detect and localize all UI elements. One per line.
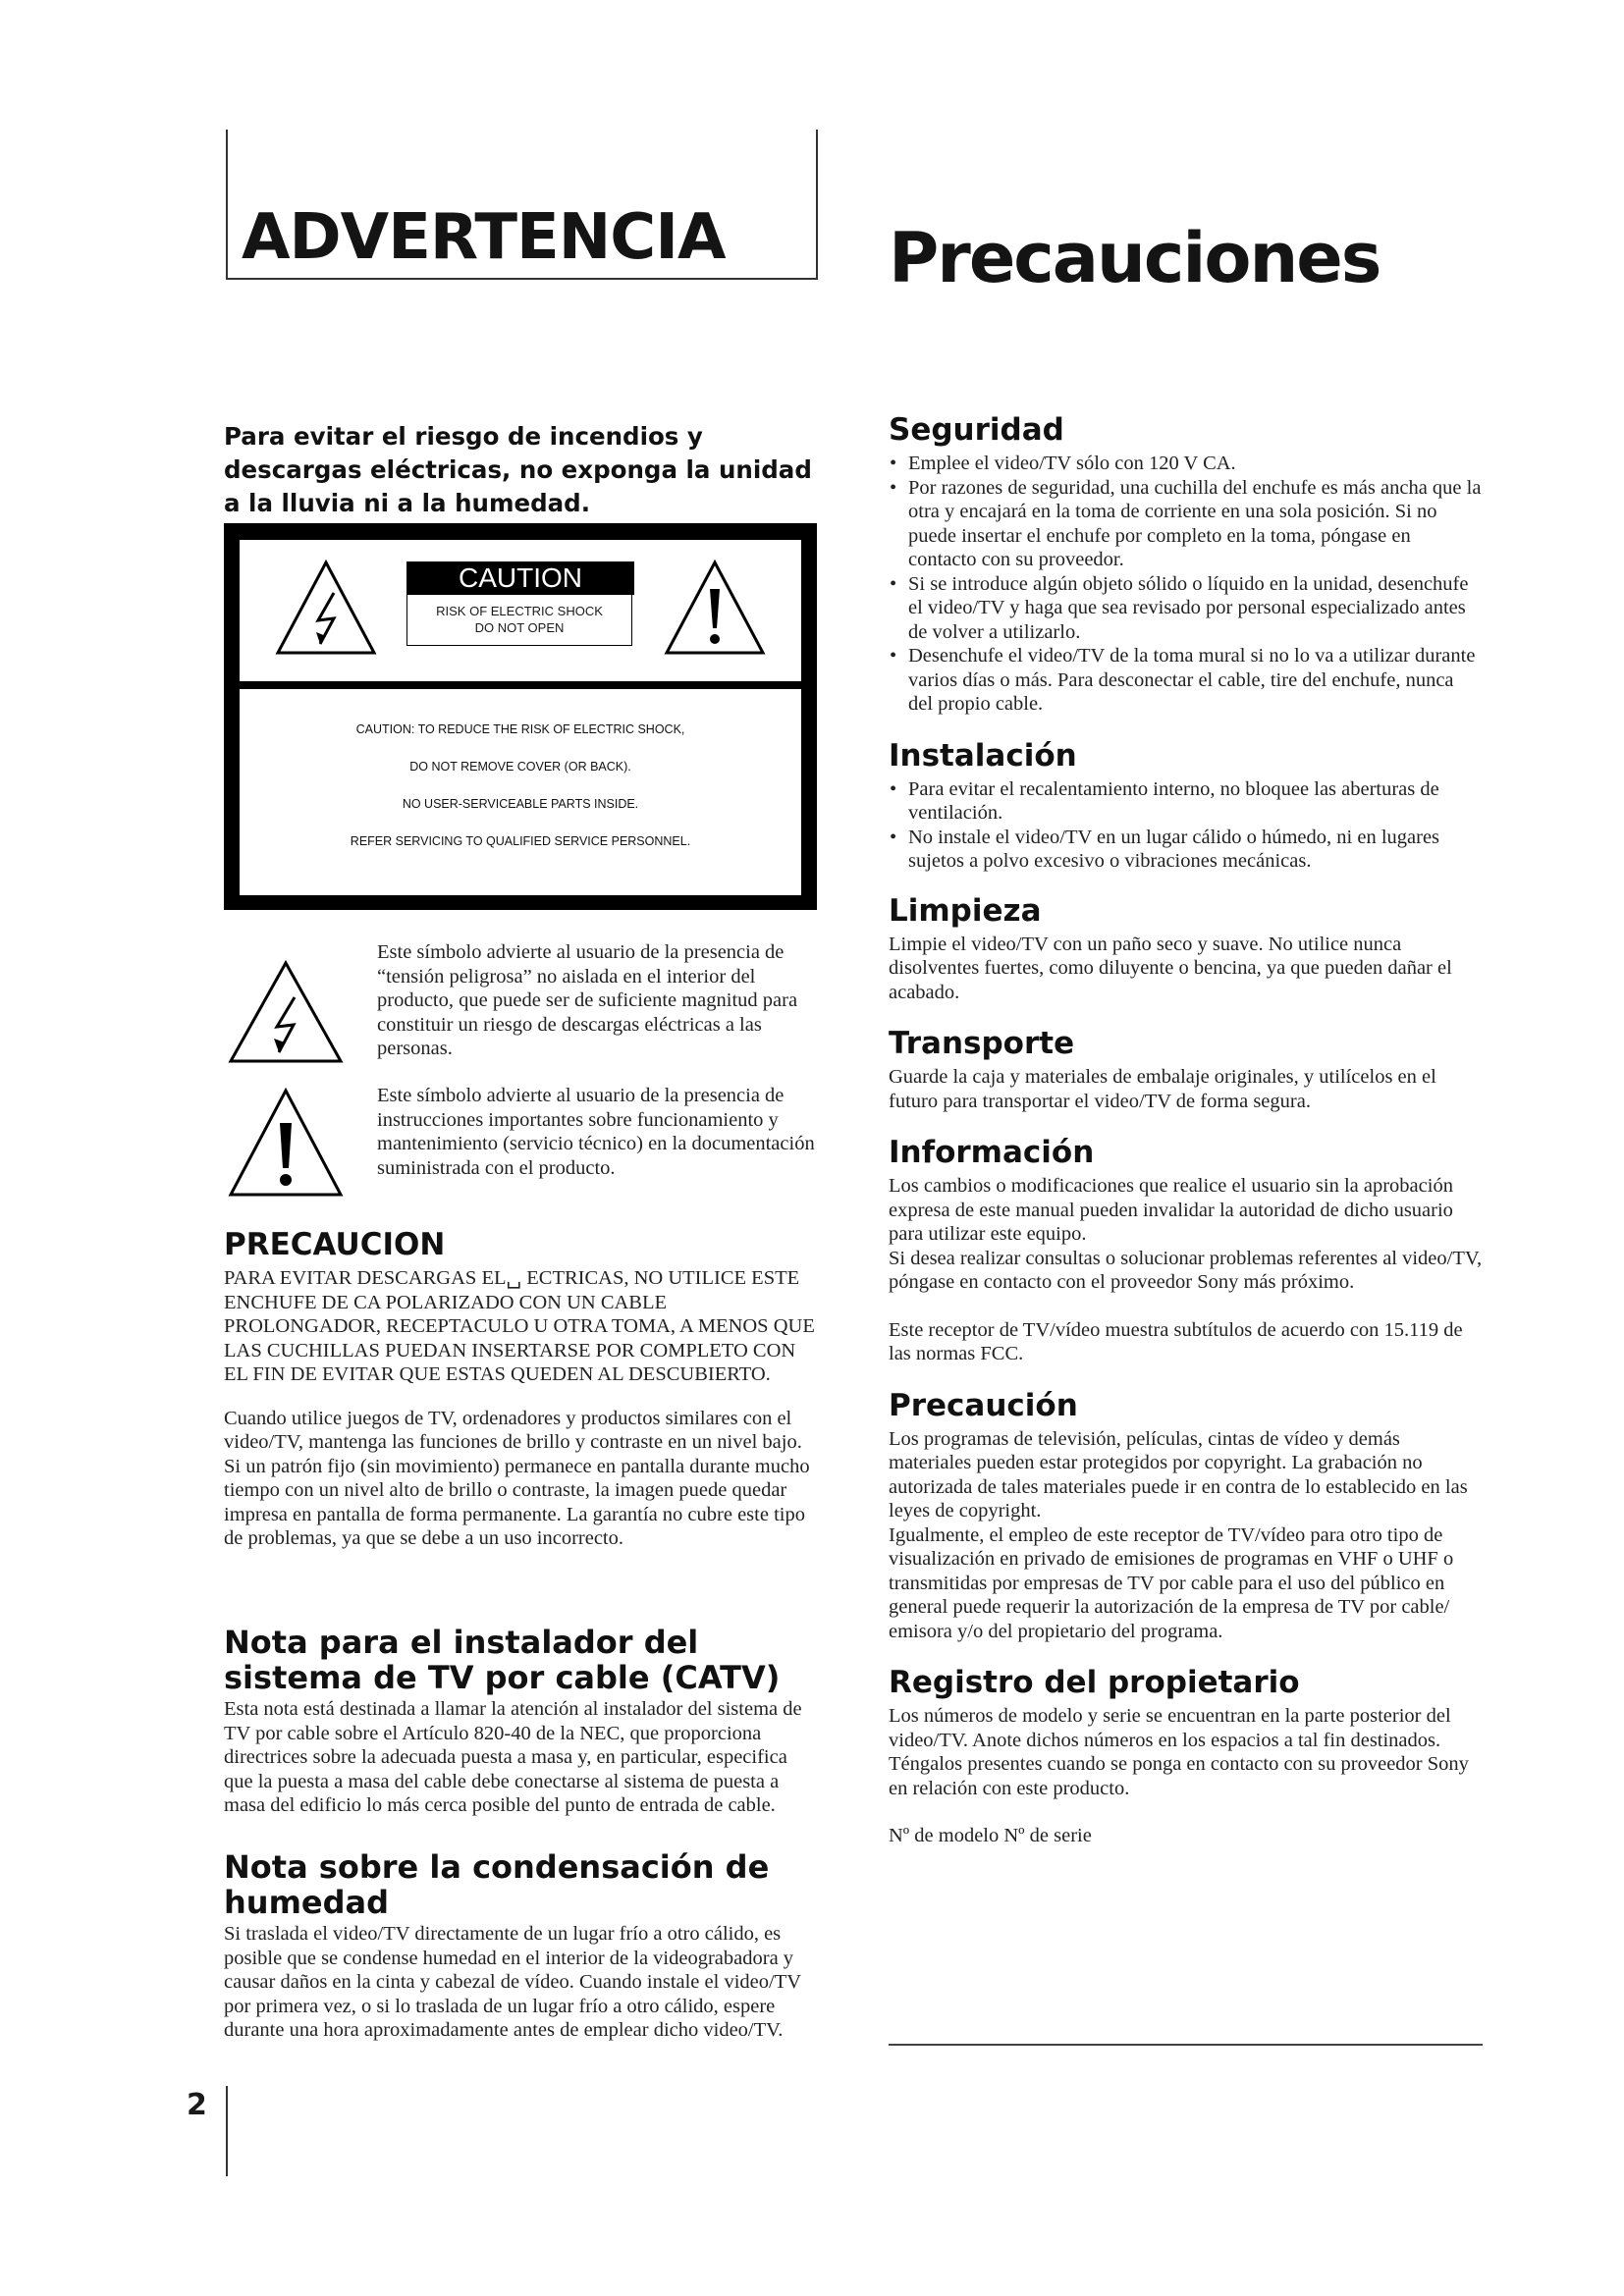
caution-line-2: DO NOT REMOVE COVER (OR BACK). (409, 760, 631, 774)
informacion-section (889, 1135, 1483, 1366)
list-item: • Desenchufe el video/TV de la toma mural si no lo va a utilizar durante varios días o más. Para desconectar el cable, tire del enchufe, nunca del propio cable. (889, 644, 1483, 717)
symbol-voltage-text: Este símbolo advierte al usuario de la presencia de “tensión peligrosa” no aislada en el interior del producto, que puede ser de suficiente magnitud para constituir un riesgo de descargas eléctricas a las personas. (377, 941, 798, 1059)
condensation-body: Si traslada el video/TV directamente de un lugar frío a otro cálido, es posible que se condense humedad en el interior de la videograbadora y causar daños en la cinta y cabezal de vídeo. Cuando instale el video/TV por primera vez, o si lo traslada de un lugar frío a otro cálido, espere durante una hora aproximadamente antes de emplear dicho video/TV. (224, 1923, 801, 2041)
symbol-voltage-row (224, 940, 817, 1068)
seguridad-heading: Seguridad (889, 412, 1064, 448)
header-divider-rule (816, 130, 818, 279)
precaucion-heading: PRECAUCION (224, 1227, 446, 1262)
title-advertencia: ADVERTENCIA (242, 201, 726, 274)
instalacion-heading: Instalación (889, 737, 1077, 774)
transporte-heading: Transporte (889, 1026, 1075, 1061)
catv-body: Esta nota está destinada a llamar la atención al instalador del sistema de TV por cable sobre el Artículo 820-40 de la NEC, que proporciona directrices sobre la adecuada puesta a masa y, en particular, especifica que la puesta a masa del cable debe conectarse al sistema de puesta a masa del edificio lo más cerca posible del punto de entrada de cable. (224, 1698, 802, 1816)
precaucion-body: Cuando utilice juegos de TV, ordenadores y productos similares con el video/TV, mantenga las funciones de brillo y contraste en un nivel bajo. Si un patrón fijo (sin movimiento) permanece en pantalla durante mucho tiempo con un nivel alto de brillo o contraste, la imagen puede quedar impresa en pantalla de forma permanente. La garantía no cubre este tipo de problemas, ya que se debe a un uso incorrecto. (224, 1407, 810, 1549)
caution-sub-line1: RISK OF ELECTRIC SHOCK (436, 604, 603, 618)
list-item: • Si se introduce algún objeto sólido o líquido en la unidad, desenchufe el video/TV y haga que sea revisado por personal especializado antes de volver a utilizarlo. (889, 572, 1483, 645)
list-item: • No instale el video/TV en un lugar cálido o húmedo, ni en lugares sujetos a polvo excesivo o vibraciones mecánicas. (889, 826, 1483, 874)
caution-line-3: NO USER-SERVICEABLE PARTS INSIDE. (402, 797, 639, 811)
caution-line-4: REFER SERVICING TO QUALIFIED SERVICE PERSONNEL. (350, 834, 691, 848)
caution-divider (240, 681, 801, 689)
right-column (889, 412, 1483, 1848)
exclamation-warning-icon (664, 560, 766, 656)
symbol-exclaim-row (224, 1084, 817, 1211)
owner-record-rule (889, 2044, 1483, 2046)
transporte-section (889, 1026, 1483, 1113)
catv-section (224, 1625, 817, 1818)
page-number-rule (226, 2086, 228, 2176)
informacion-body-2: Si desea realizar consultas o solucionar problemas referentes al video/TV, póngase en contacto con el proveedor Sony más próximo. (889, 1247, 1483, 1293)
caution-subtitle (406, 595, 632, 646)
precaucion-right-section (889, 1388, 1483, 1644)
instalacion-list (889, 777, 1483, 874)
catv-heading: Nota para el instalador del sistema de TV por cable (CATV) (224, 1624, 781, 1696)
header-bottom-rule (226, 278, 818, 280)
list-item: • Para evitar el recalentamiento interno, no bloquee las aberturas de ventilación. (889, 777, 1483, 826)
caution-label-inner (240, 540, 801, 895)
informacion-body-3: Este receptor de TV/vídeo muestra subtítulos de acuerdo con 15.119 de las normas FCC. (889, 1318, 1463, 1364)
lightning-warning-icon (275, 560, 377, 656)
page-number: 2 (187, 2088, 207, 2122)
limpieza-section (889, 893, 1483, 1005)
list-item: • Emplee el video/TV sólo con 120 V CA. (889, 452, 1483, 476)
registro-heading: Registro del propietario (889, 1665, 1300, 1700)
registro-body: Los números de modelo y serie se encuentran en la parte posterior del video/TV. Anote dichos números en los espacios a tal fin destinados. Téngalos presentes cuando se ponga en contacto con su proveedor Sony en relación con este producto. (889, 1705, 1469, 1799)
symbol-exclaim-text: Este símbolo advierte al usuario de la presencia de instrucciones importantes sobre funcionamiento y mantenimiento (servicio técnico) en la documentación suministrada con el producto. (377, 1085, 815, 1179)
seguridad-section (889, 412, 1483, 717)
precaucion-caps: PARA EVITAR DESCARGAS EL␣ ECTRICAS, NO UTILICE ESTE ENCHUFE DE CA POLARIZADO CON UN CABLE PROLONGADOR, RECEPTACULO U OTRA TOMA, A MENOS QUE LAS CUCHILLAS PUEDAN INSERTARSE POR COMPLETO CON EL FIN DE EVITAR QUE ESTAS QUEDEN AL DESCUBIERTO. (224, 1267, 815, 1385)
lightning-warning-icon (228, 960, 344, 1064)
registro-fields: Nº de modelo Nº de serie (889, 1825, 1092, 1846)
precaucion-right-body-1: Los programas de televisión, películas, cintas de vídeo y demás materiales pueden estar protegidos por copyright. La grabación no autorizada de tales materiales puede ir en contra de lo establecido en las leyes de copyright. (889, 1427, 1468, 1522)
limpieza-heading: Limpieza (889, 892, 1042, 929)
list-item: • Por razones de seguridad, una cuchilla del enchufe es más ancha que la otra y encajará en la toma de corriente en una sola posición. Si no puede insertar el enchufe por completo en la toma, póngase en contacto con su proveedor. (889, 476, 1483, 572)
condensation-heading: Nota sobre la condensación de humedad (224, 1848, 770, 1921)
left-column (224, 420, 817, 520)
caution-title: CAUTION (406, 561, 634, 595)
caution-line-1: CAUTION: TO REDUCE THE RISK OF ELECTRIC SHOCK, (355, 722, 685, 736)
informacion-body-1: Los cambios o modificaciones que realice el usuario sin la aprobación expresa de este manual pueden invalidar la autoridad de dicho usuario para utilizar este equipo. (889, 1175, 1453, 1245)
precaucion-right-body-2: Igualmente, el empleo de este receptor de TV/vídeo para otro tipo de visualización en privado de emisiones de programas en VHF o UHF o transmitidas por empresas de TV por cable para el uso del público en general puede requerir la autorización de la empresa de TV por cable/ emisora y/o del propietario del programa. (889, 1523, 1454, 1642)
seguridad-list (889, 452, 1483, 717)
warning-lead: Para evitar el riesgo de incendios y descargas eléctricas, no exponga la unidad a la lluvia ni a la humedad. (224, 422, 812, 517)
precaucion-right-heading: Precaución (889, 1387, 1078, 1423)
exclamation-warning-icon (228, 1088, 344, 1198)
registro-section (889, 1665, 1483, 1848)
header-left-rule (226, 130, 228, 279)
transporte-body: Guarde la caja y materiales de embalaje originales, y utilícelos en el futuro para transportar el video/TV de forma segura. (889, 1066, 1436, 1112)
caution-sub-line2: DO NOT OPEN (474, 620, 565, 635)
title-precauciones: Precauciones (889, 218, 1380, 298)
limpieza-body: Limpie el video/TV con un paño seco y suave. No utilice nunca disolventes fuertes, como diluyente o bencina, ya que pueden dañar el acabado. (889, 933, 1452, 1003)
condensation-section (224, 1849, 817, 2043)
informacion-heading: Información (889, 1135, 1095, 1170)
instalacion-section (889, 738, 1483, 874)
precaucion-section (224, 1227, 817, 1551)
